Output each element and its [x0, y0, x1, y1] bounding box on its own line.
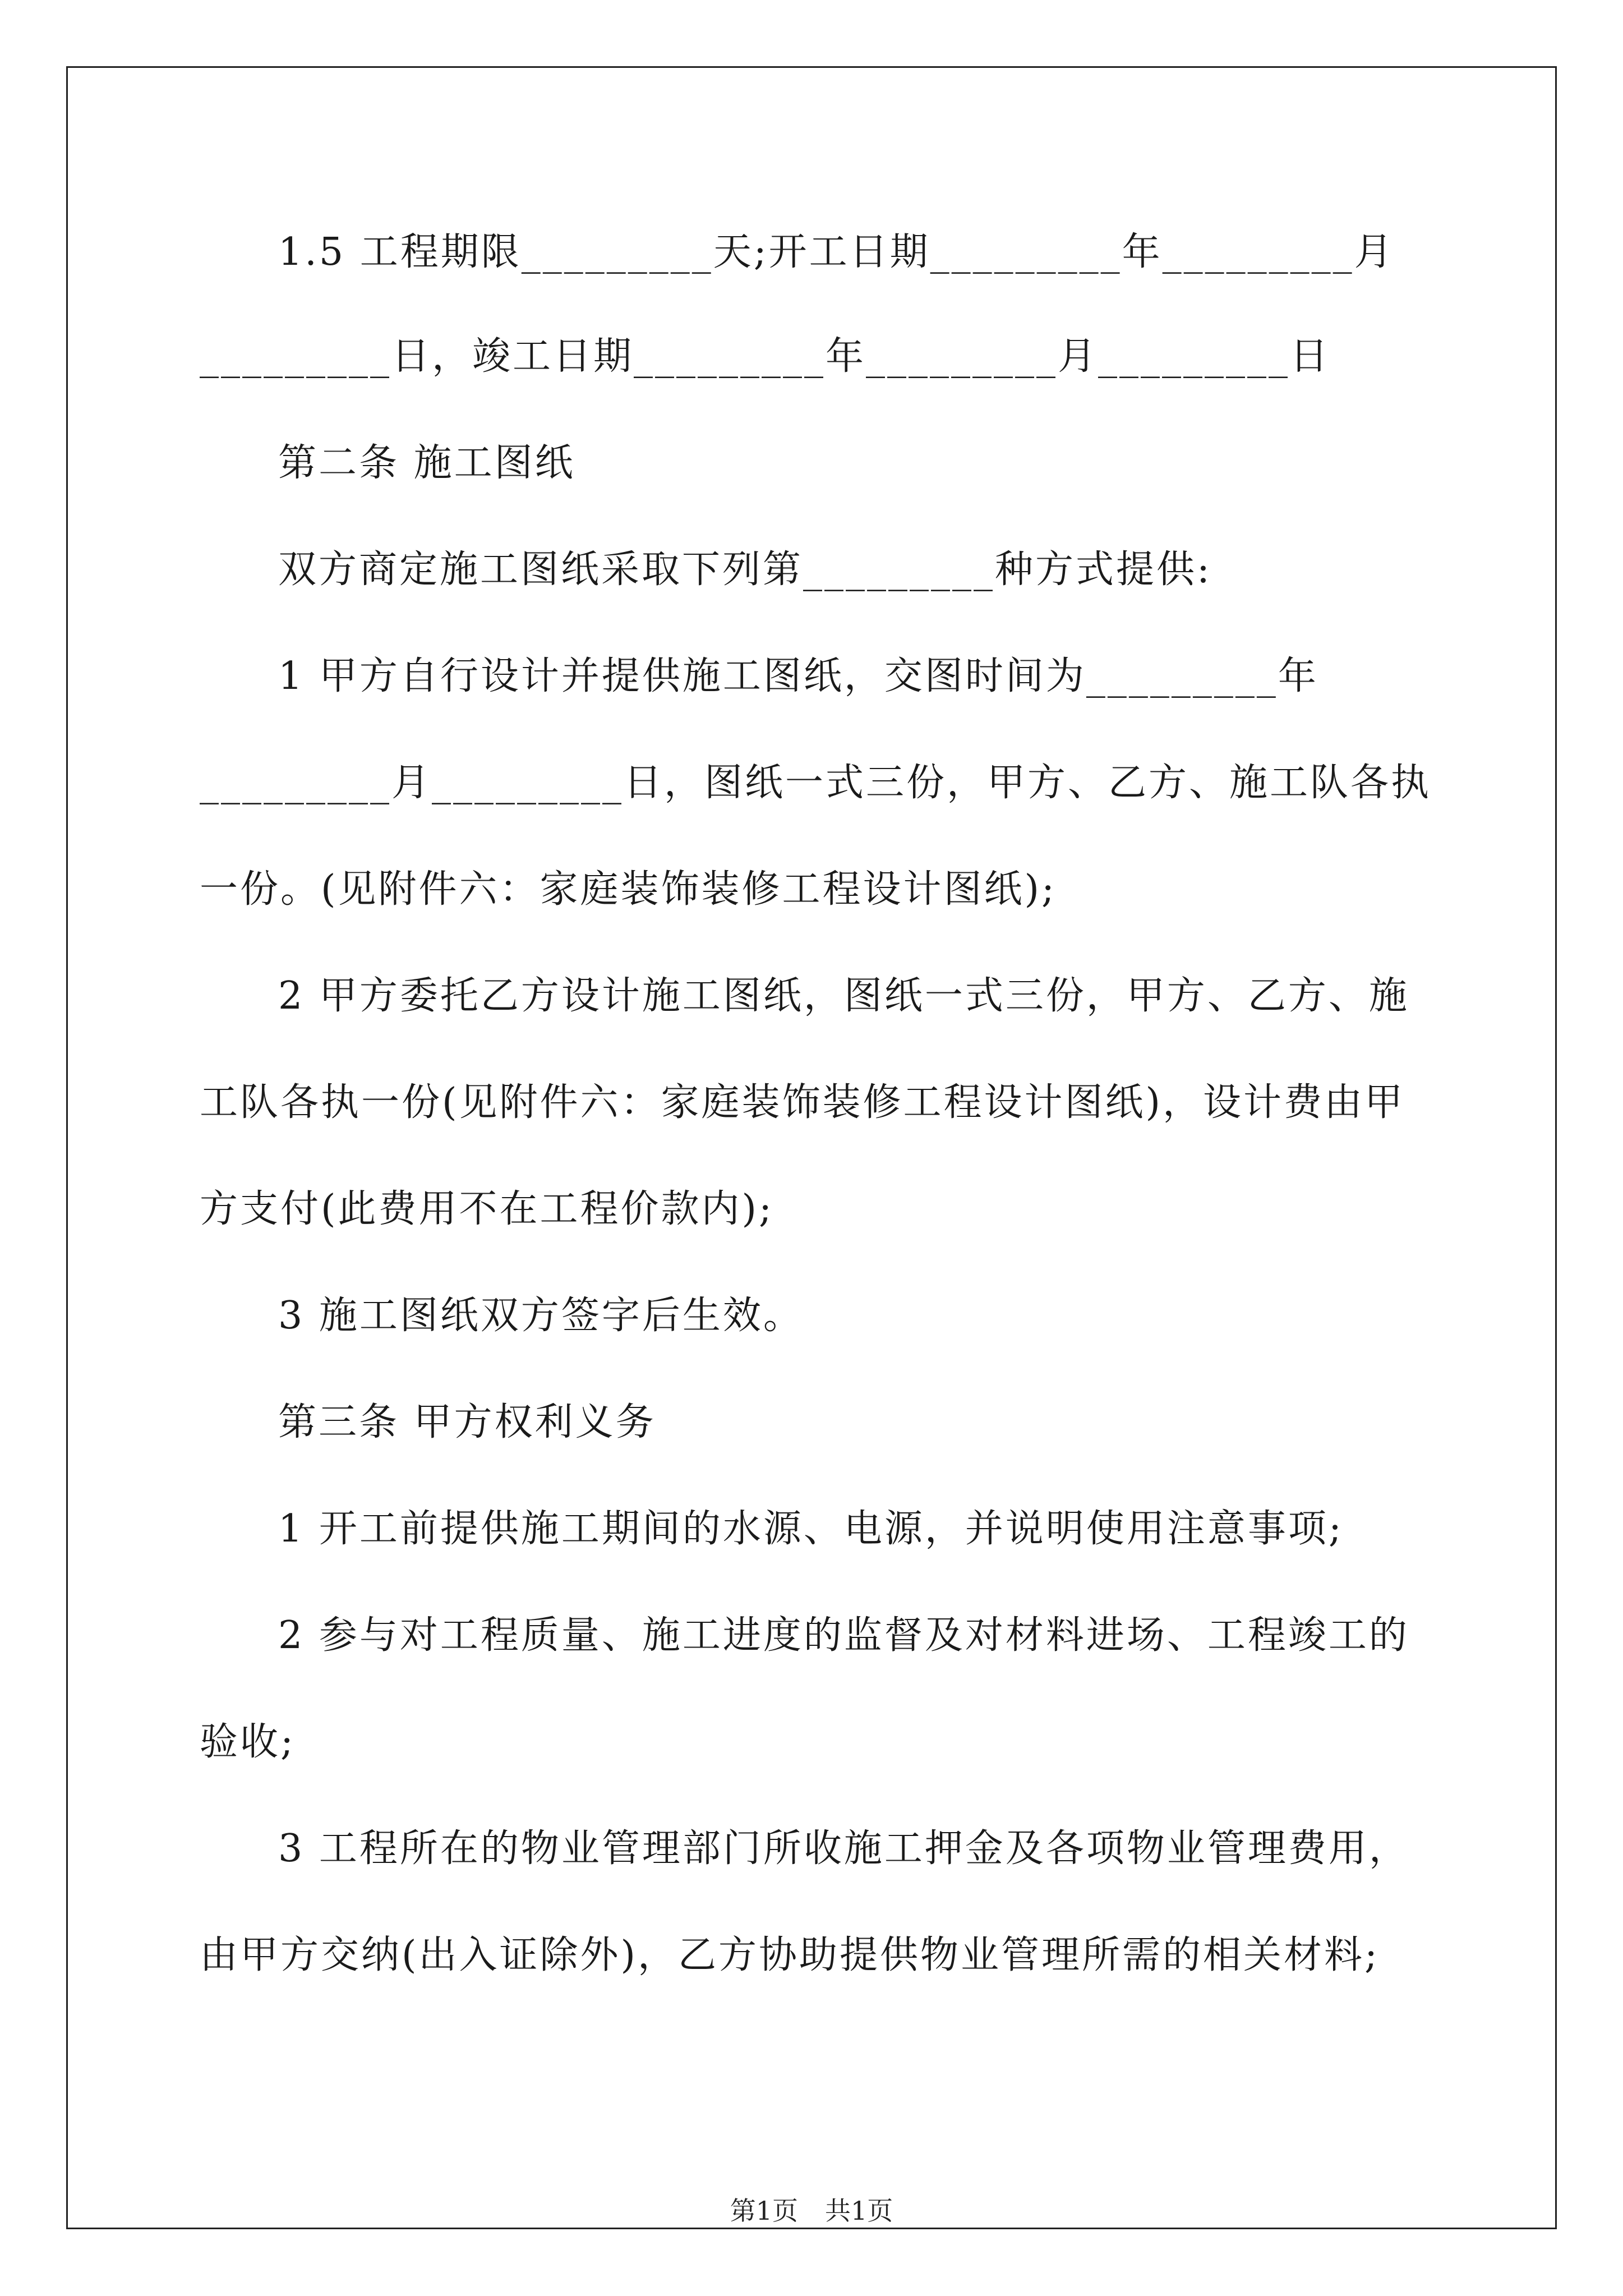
article-2-item-1-line-1: 1 甲方自行设计并提供施工图纸，交图时间为_________年: [278, 654, 1318, 698]
article-3-item-1: 1 开工前提供施工期间的水源、电源，并说明使用注意事项;: [278, 1507, 1344, 1551]
article-2-item-2-line-2: 工队各执一份(见附件六：家庭装饰装修工程设计图纸)，设计费由甲: [200, 1080, 1405, 1125]
article-3-heading: 第三条 甲方权利义务: [278, 1400, 656, 1444]
page-number: 第1页: [730, 2196, 798, 2226]
clause-1-5-line-1: 1.5 工程期限_________天;开工日期_________年_________月: [278, 230, 1395, 274]
page-border: [66, 66, 1557, 2229]
article-3-item-3-line-2: 由甲方交纳(出入证除外)，乙方协助提供物业管理所需的相关材料;: [200, 1933, 1380, 1977]
article-2-heading: 第二条 施工图纸: [278, 441, 575, 485]
article-2-item-2-line-3: 方支付(此费用不在工程价款内);: [200, 1187, 774, 1231]
clause-1-5-line-2: _________日，竣工日期_________年_________月_________日: [200, 334, 1331, 379]
article-2-item-2-line-1: 2 甲方委托乙方设计施工图纸，图纸一式三份，甲方、乙方、施: [278, 974, 1409, 1018]
page-total: 共1页: [825, 2196, 893, 2226]
article-2-item-1-line-3: 一份。(见附件六：家庭装饰装修工程设计图纸);: [200, 867, 1057, 912]
article-3-item-2-line-1: 2 参与对工程质量、施工进度的监督及对材料进场、工程竣工的: [278, 1613, 1409, 1658]
article-3-item-2-line-2: 验收;: [200, 1720, 296, 1764]
article-2-item-1-line-2: _________月_________日，图纸一式三份，甲方、乙方、施工队各执: [200, 761, 1432, 805]
article-2-intro: 双方商定施工图纸采取下列第_________种方式提供:: [278, 547, 1212, 592]
page-footer: [0, 2191, 1623, 2228]
article-2-item-3: 3 施工图纸双方签字后生效。: [278, 1294, 804, 1338]
article-3-item-3-line-1: 3 工程所在的物业管理部门所收施工押金及各项物业管理费用，: [278, 1826, 1409, 1871]
